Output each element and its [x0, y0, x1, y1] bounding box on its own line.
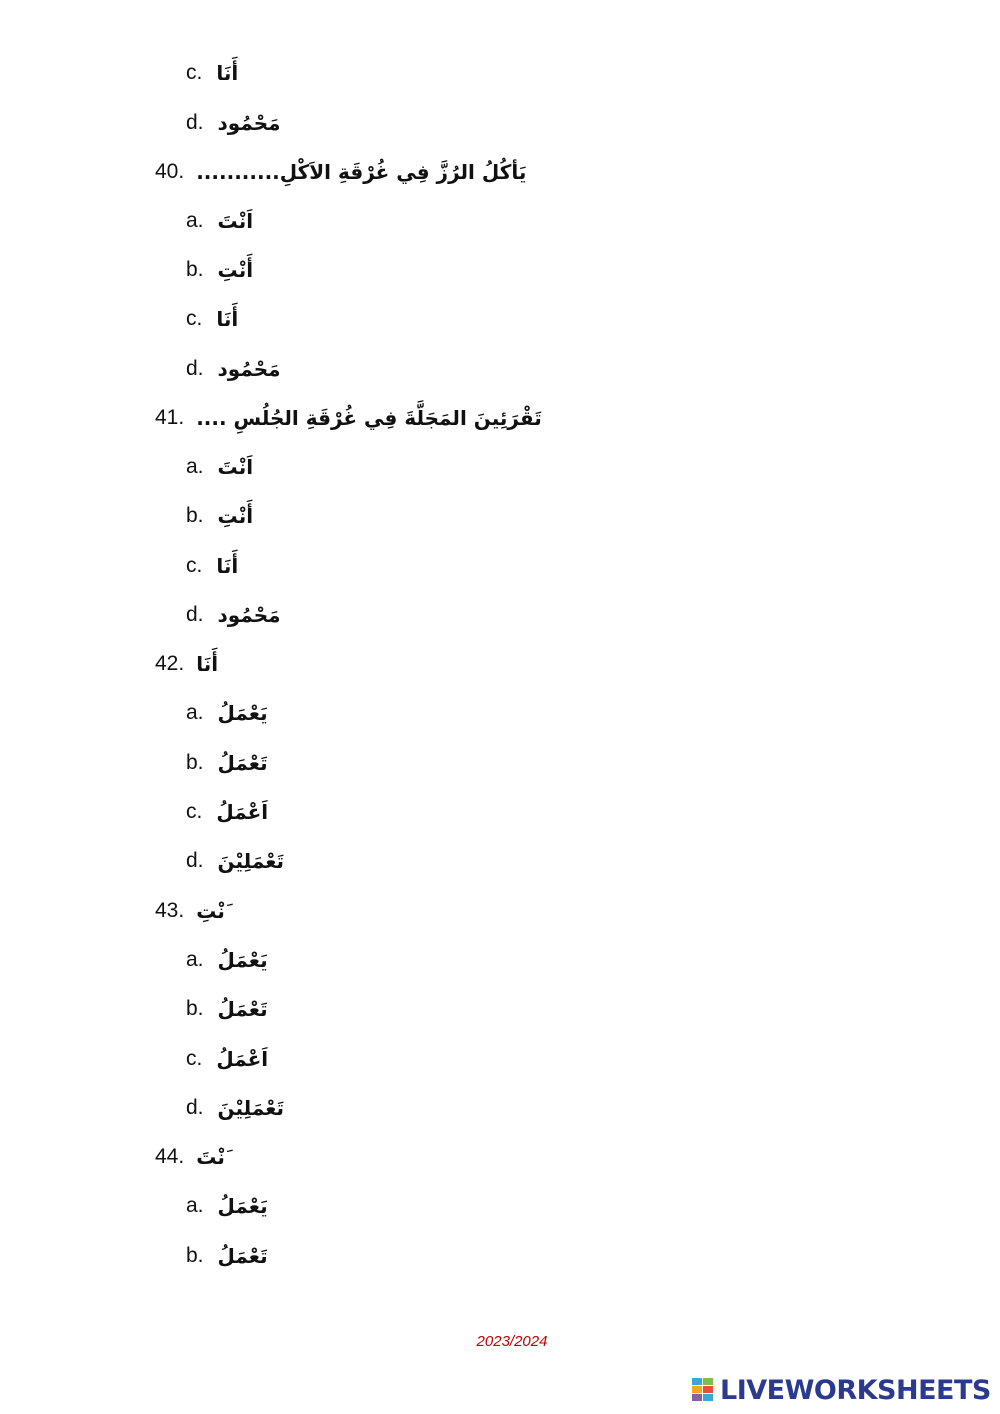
- option-text: أَنَا: [216, 61, 239, 85]
- option-letter: a.: [186, 1194, 204, 1217]
- question-line: [155, 644, 218, 684]
- option-line: [186, 693, 268, 733]
- question-line: [155, 398, 542, 438]
- option-letter: b.: [186, 258, 204, 281]
- question-text: َنْتِ: [196, 899, 225, 923]
- option-line: [186, 940, 268, 980]
- option-text: يَعْمَلُ: [217, 701, 268, 725]
- option-text: مَحْمُود: [217, 111, 281, 135]
- option-text: تَعْمَلِيْنَ: [217, 849, 285, 873]
- option-text: تَعْمَلُ: [217, 997, 268, 1021]
- option-letter: a.: [186, 701, 204, 724]
- option-line: [186, 743, 268, 783]
- option-text: تَعْمَلُ: [217, 751, 268, 775]
- option-line: [186, 349, 281, 389]
- option-line: [186, 447, 253, 487]
- option-letter: a.: [186, 209, 204, 232]
- option-letter: d.: [186, 849, 204, 872]
- option-line: [186, 103, 281, 143]
- option-line: [186, 250, 253, 290]
- option-letter: d.: [186, 603, 204, 626]
- liveworksheets-brand[interactable]: [692, 1372, 991, 1408]
- option-text: مَحْمُود: [217, 603, 281, 627]
- footer-year: 2023/2024: [476, 1333, 548, 1350]
- option-text: اَنْتَ: [217, 455, 254, 479]
- option-line: [186, 546, 238, 586]
- option-letter: c.: [186, 554, 203, 577]
- option-letter: c.: [186, 61, 203, 84]
- option-line: [186, 1088, 284, 1128]
- option-line: [186, 1236, 268, 1276]
- liveworksheets-wordmark: LIVEWORKSHEETS: [720, 1374, 991, 1406]
- option-line: [186, 53, 238, 93]
- option-letter: d.: [186, 111, 204, 134]
- option-text: يَعْمَلُ: [217, 1194, 268, 1218]
- option-line: [186, 841, 284, 881]
- option-text: يَعْمَلُ: [217, 948, 268, 972]
- option-letter: b.: [186, 504, 204, 527]
- option-line: [186, 989, 268, 1029]
- question-text: أَنَا: [196, 652, 219, 676]
- question-line: [155, 152, 526, 192]
- option-text: أَنَا: [216, 554, 239, 578]
- option-text: اَعْمَلُ: [216, 1047, 269, 1071]
- option-letter: d.: [186, 1096, 204, 1119]
- option-text: أَنْتِ: [217, 258, 254, 282]
- option-letter: b.: [186, 997, 204, 1020]
- option-text: أَنَا: [216, 307, 239, 331]
- option-text: اَنْتَ: [217, 209, 254, 233]
- option-text: مَحْمُود: [217, 357, 281, 381]
- option-line: [186, 201, 253, 241]
- option-letter: b.: [186, 1244, 204, 1267]
- question-number: 40.: [155, 160, 185, 183]
- option-letter: c.: [186, 800, 203, 823]
- option-letter: c.: [186, 1047, 203, 1070]
- option-line: [186, 1186, 268, 1226]
- question-text: َنْتَ: [196, 1145, 225, 1169]
- question-number: 44.: [155, 1145, 185, 1168]
- option-letter: a.: [186, 455, 204, 478]
- option-text: اَعْمَلُ: [216, 800, 269, 824]
- option-text: تَعْمَلُ: [217, 1244, 268, 1268]
- option-line: [186, 496, 253, 536]
- option-text: أَنْتِ: [217, 504, 254, 528]
- option-letter: a.: [186, 948, 204, 971]
- question-number: 41.: [155, 406, 185, 429]
- option-letter: c.: [186, 307, 203, 330]
- option-letter: d.: [186, 357, 204, 380]
- question-text: تَقْرَئِينَ المَجَلَّةَ فِي غُرْقَةِ الجُلُسِ ....: [196, 406, 542, 430]
- option-line: [186, 299, 238, 339]
- option-text: تَعْمَلِيْنَ: [217, 1096, 285, 1120]
- option-line: [186, 595, 281, 635]
- liveworksheets-logo-icon: [692, 1378, 714, 1402]
- option-line: [186, 792, 268, 832]
- question-number: 43.: [155, 899, 185, 922]
- question-text: يَأكُلُ الرُزَّ فِي غُرْقَةِ الاَكْلِ...........: [196, 160, 527, 184]
- option-letter: b.: [186, 751, 204, 774]
- question-line: [155, 891, 225, 931]
- option-line: [186, 1039, 268, 1079]
- question-number: 42.: [155, 652, 185, 675]
- question-line: [155, 1137, 225, 1177]
